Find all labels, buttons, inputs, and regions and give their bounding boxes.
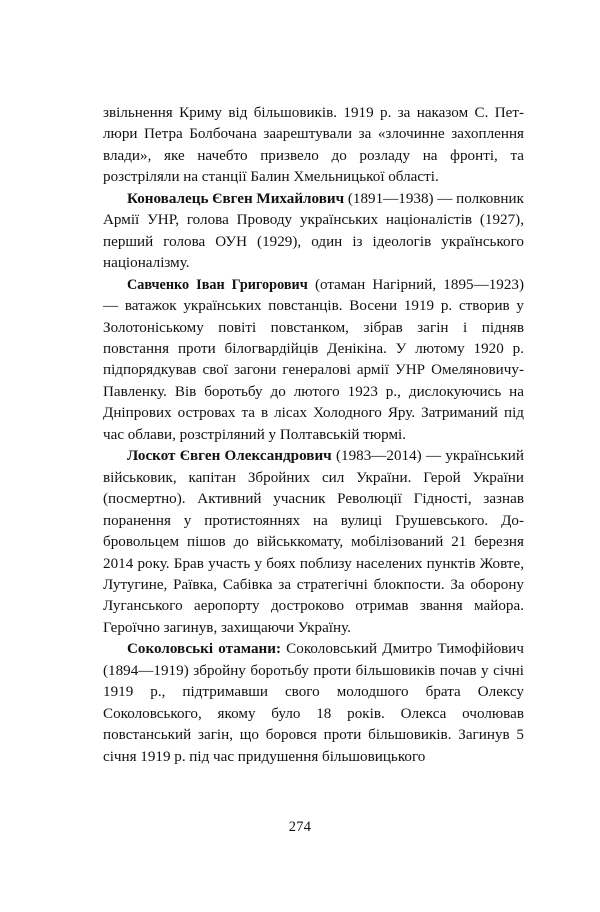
- page-number: 274: [288, 819, 312, 835]
- entry-lead-name: Савченко Іван Григорович: [127, 276, 308, 293]
- paragraph-body: (отаман Нагірний, 1895—1923) — ватажок українських повстанців. Восени 1919 р. створив у Золотоніському повіті повстанком, зібрав загін і підняв повстання проти білогвардійців Денікіна. У лютому 1920 р. підпорядкував свої загони генералові армії УНР Омеляновичу-Павленку. Вів боротьбу до лютого 1923 р., дислокуючись на Дніпрових островах та в лісах Холодного Яру. Затриманий під час облави, розстріляний у Полтавській тюрмі.: [103, 276, 525, 443]
- body-text-column: [103, 103, 524, 768]
- paragraph-body: (1891—1938) — полковник Армії УНР, голова Проводу українських націоналістів (1927), перший голова ОУН (1929), один із ідеологів українського націоналізму.: [103, 190, 524, 272]
- paragraph-petliura-bolbochan: [103, 103, 524, 189]
- entry-lead-name: Коновалець Євген Михайлович: [127, 190, 345, 207]
- entry-lead-name: Лоскот Євген Олександрович: [127, 448, 332, 465]
- paragraph-konovalets: [103, 189, 524, 275]
- entry-lead-name: Соколовські отамани:: [127, 641, 282, 658]
- paragraph-loskot: [103, 446, 524, 639]
- paragraph-body: звільнення Криму від більшовиків. 1919 р. за наказом С. Петлюри Петра Болбочана заарештували за «злочинне захоплення влади», яке начебто призвело до розладу на фронті, та розстріляли на станції Балин Хмельницької області.: [103, 105, 524, 186]
- paragraph-body: Соколовський Дмитро Тимофійович (1894—1919) збройну боротьбу проти більшовиків почав у січні 1919 р., підтримавши свого молодшого брата Олексу Соколовського, якому було 18 років. Олекса очолював повстанський загін, що боровся проти більшовиків. Загинув 5 січня 1919 р. під час придушення більшовицького: [103, 641, 524, 765]
- paragraph-savchenko: [103, 275, 524, 447]
- paragraph-body: (1983—2014) — український військовик, капітан Збройних сил України. Герой України (посмертно). Активний учасник Революції Гідності, зазнав поранення у протистояннях на вулиці Грушевського. Добровольцем пішов до військкомату, мобілізований 21 березня 2014 року. Брав участь у боях поблизу населених пунктів Жовте, Лутугине, Раївка, Сабівка за стратегічні блокпости. За оборону Луганського аеропорту достроково отримав звання майора. Героїчно загинув, захищаючи Україну.: [103, 448, 525, 636]
- paragraph-sokolovski: [103, 639, 524, 768]
